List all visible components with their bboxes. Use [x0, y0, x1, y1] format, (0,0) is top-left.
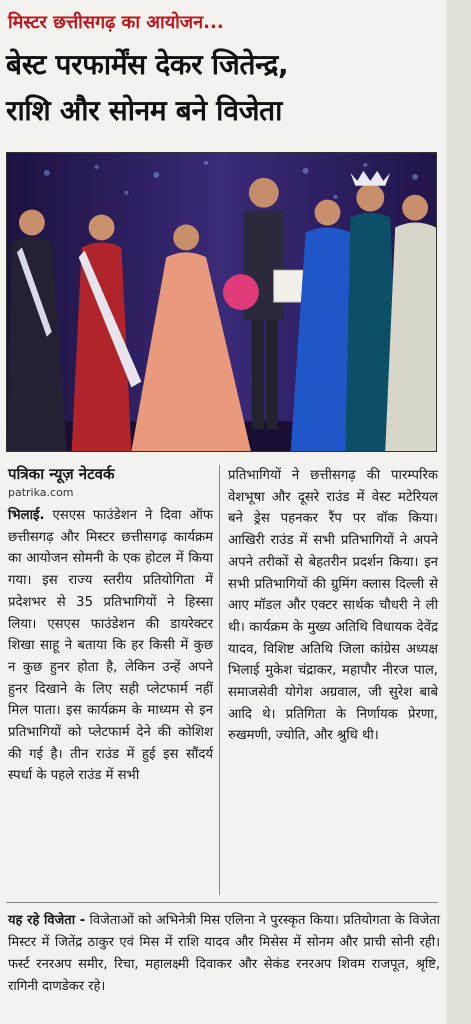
event-photo [6, 152, 437, 452]
headline-line-2: राशि और सोनम बने विजेता [6, 94, 283, 127]
headline-line-1: बेस्ट परफार्मेंस देकर जितेन्द्र, [6, 48, 289, 81]
article-headline [6, 42, 465, 134]
section-divider [6, 902, 438, 903]
byline-agency: पत्रिका न्यूज़ नेटवर्क [8, 465, 115, 483]
winners-text: विजेताओं को अभिनेत्री मिस एलिना ने पुरस्कृत किया। प्रतियोगता के विजेता मिस्टर में जितेंद्र ठाकुर एवं मिस में राशि यादव और मिसेस में सोनम और प्राची सोनी रही। फर्स्ट रनरअप समीर, रिचा, महालक्ष्मी दिवाकर और सेकंड रनरअप शिवम राजपूत, श्रृष्टि, रागिनी दाणडेकर रहे। [8, 913, 441, 994]
article-column-right: प्रतिभागियों ने छत्तीसगढ़ की पारम्परिक वेशभूषा और दूसरे राउंड में वेस्ट मटेरियल बने ड्रेस पहनकर रैंप पर वॉक किया। आखिरी राउंड में सभी प्रतिभागियों ने अपने अपने तरीकों से बेहतरीन प्रदर्शन किया। इन सभी प्रतिभागियों की ग्रुमिंग क्लास दिल्ली से आए मॉडल और एक्टर सार्थक चौधरी ने ली थी। कार्यक्रम के मुख्य अतिथि विधायक देवेंद्र यादव, विशिष्ट अतिथि जिला कांग्रेस अध्यक्ष भिलाई मुकेश चंद्राकर, महापौर नीरज पाल, समाजसेवी योगेश अग्रवाल, जी सुरेश बाबे आदि थे। प्रतिगिता के निर्णायक प्रेरणा, रुखमणी, ज्योति, और श्रुधि थी। [228, 468, 438, 744]
left-column-text: एसएस फाउंडेशन ने दिवा ऑफ छत्तीसगढ़ और मिस्टर छत्तीसगढ़ कार्यक्रम का आयोजन सोमनी के एक होटल में किया गया। इस राज्य स्तरीय प्रतियोगिता में प्रदेशभर से 35 प्रतिभागियों ने हिस्सा लिया। एसएस फाउंडेशन की डायरेक्टर शिखा साहू ने बताया कि हर किसी में कुछ न कुछ हुनर होता है, लेकिन उन्हें अपने हुनर दिखाने के लिए सही प्लेटफार्म नहीं मिल पाता। इस कार्यक्रम के माध्यम से इन प्रतिभागियों को प्लेटफार्म देने की कोशिश की गई है। तीन राउंड में हुई इस सौंदर्य स्पर्धा के पहले राउंड में सभी [8, 508, 213, 784]
page-edge [447, 0, 471, 1024]
winners-box [8, 910, 440, 1010]
article-column-left [8, 505, 213, 900]
dateline: भिलाई. [8, 508, 45, 523]
event-photo-illustration [7, 153, 436, 451]
article-kicker: मिस्टर छत्तीसगढ़ का आयोजन... [8, 12, 224, 33]
column-divider [219, 465, 220, 895]
byline [8, 463, 213, 500]
byline-site: patrika.com [8, 486, 74, 499]
winners-lead: यह रहे विजेता - [8, 913, 86, 928]
